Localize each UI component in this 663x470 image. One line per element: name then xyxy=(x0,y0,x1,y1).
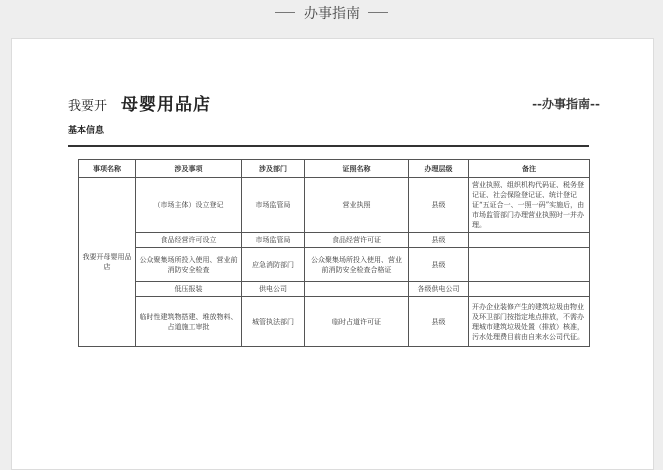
department-cell: 供电公司 xyxy=(242,282,305,297)
header-cell-item-name: 事项名称 xyxy=(79,160,136,178)
department-cell: 城管执法部门 xyxy=(242,297,305,347)
matter-cell: 低压报装 xyxy=(136,282,242,297)
table-row xyxy=(79,297,590,347)
header-divider-left xyxy=(275,12,295,13)
matter-cell: 公众聚集场所投入使用、营业前消防安全检查 xyxy=(136,248,242,282)
department-cell: 市场监管局 xyxy=(242,233,305,248)
document-title xyxy=(68,90,211,114)
section-title: 基本信息 xyxy=(68,126,105,136)
level-cell: 各级供电公司 xyxy=(409,282,469,297)
header-cell-level: 办理层级 xyxy=(409,160,469,178)
license-cell: 营业执照 xyxy=(305,178,409,233)
header-cell-matter: 涉及事项 xyxy=(136,160,242,178)
department-cell: 市场监管局 xyxy=(242,178,305,233)
header-cell-department: 涉及部门 xyxy=(242,160,305,178)
license-cell: 临时占道许可证 xyxy=(305,297,409,347)
table-row xyxy=(79,178,590,233)
header-cell-note: 备注 xyxy=(469,160,590,178)
note-cell xyxy=(469,248,590,282)
header-cell-license: 证照名称 xyxy=(305,160,409,178)
table-header-row xyxy=(79,160,590,178)
note-cell: 开办企业装修产生的建筑垃圾由物业及环卫部门按指定地点排放，不需办理城市建筑垃圾处置（排放）核准，污水处理费目前由自来水公司代征。 xyxy=(469,297,590,347)
item-name-cell: 我要开母婴用品店 xyxy=(79,178,136,347)
department-cell: 应急消防部门 xyxy=(242,248,305,282)
license-cell xyxy=(305,282,409,297)
license-cell: 公众聚集场所投入使用、营业前消防安全检查合格证 xyxy=(305,248,409,282)
document-guide-label: --办事指南-- xyxy=(532,97,600,111)
table-row xyxy=(79,248,590,282)
note-cell xyxy=(469,233,590,248)
table-row xyxy=(79,233,590,248)
note-cell: 营业执照、组织机构代码证、税务登记证、社会保险登记证、统计登记证“五证合一、一照一码”实施后，由市场监管部门办理营业执照时一并办理。 xyxy=(469,178,590,233)
document-title-prefix: 我要开 xyxy=(68,99,108,114)
header-title: 办事指南 xyxy=(304,6,360,22)
header-divider-right xyxy=(368,12,388,13)
level-cell: 县级 xyxy=(409,178,469,233)
level-cell: 县级 xyxy=(409,233,469,248)
table-row xyxy=(79,282,590,297)
matter-cell: 临时性建筑物搭建、堆放物料、占道施工审批 xyxy=(136,297,242,347)
info-table xyxy=(78,159,590,347)
matter-cell: 食品经营许可设立 xyxy=(136,233,242,248)
section-rule xyxy=(68,145,589,147)
level-cell: 县级 xyxy=(409,297,469,347)
top-header xyxy=(0,0,663,26)
license-cell: 食品经营许可证 xyxy=(305,233,409,248)
matter-cell: （市场主体）设立登记 xyxy=(136,178,242,233)
note-cell xyxy=(469,282,590,297)
document-title-name: 母婴用品店 xyxy=(121,95,212,115)
level-cell: 县级 xyxy=(409,248,469,282)
